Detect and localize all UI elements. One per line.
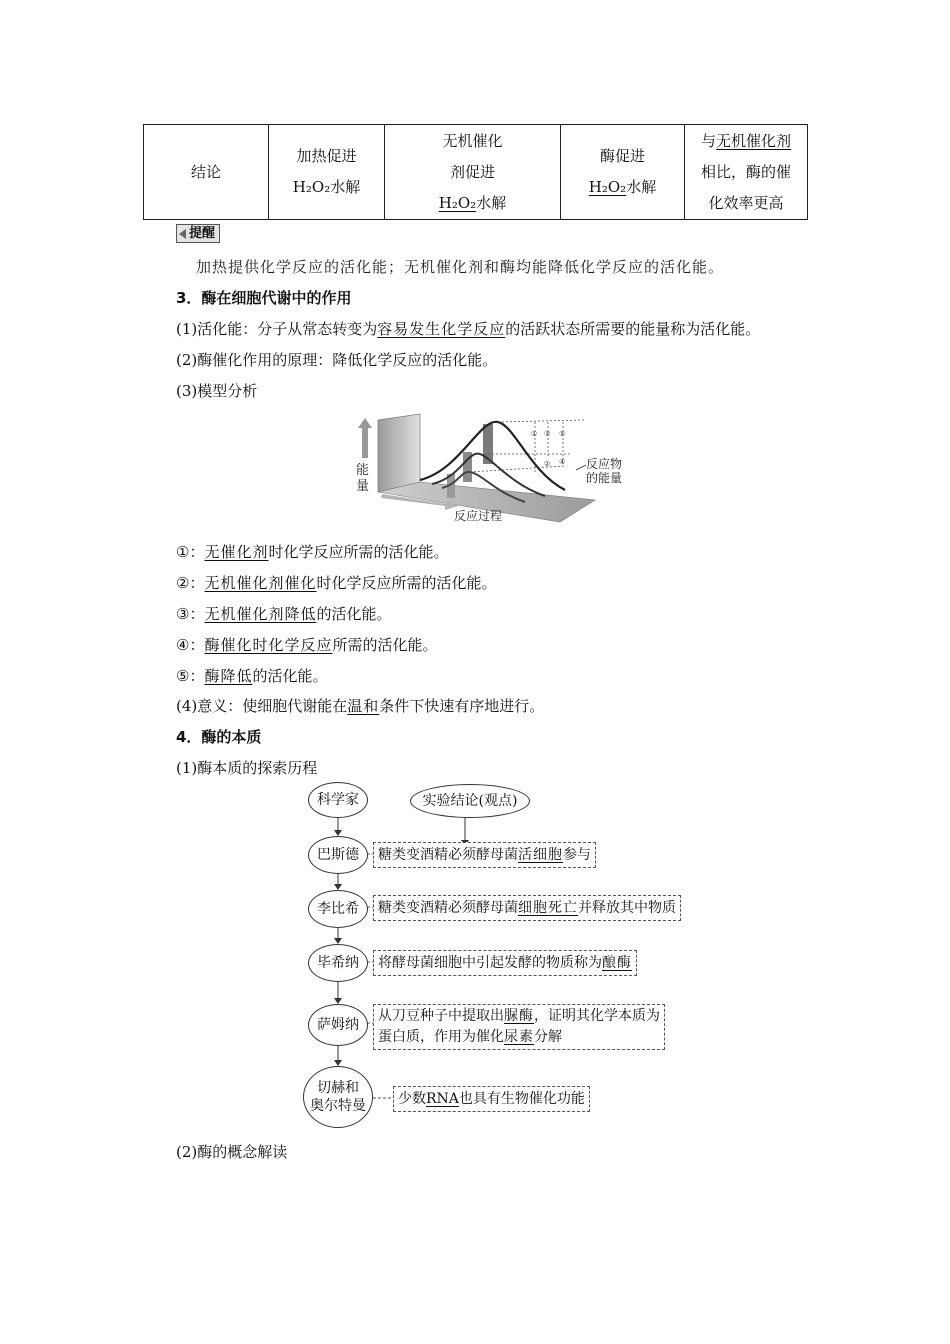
- list-item: ④：酶催化时化学反应所需的活化能。: [176, 636, 438, 654]
- section-3-title: 3．酶在细胞代谢中的作用: [176, 289, 352, 307]
- comparison-table: [143, 124, 808, 220]
- y-axis-arrow: [358, 418, 372, 458]
- conclusion-pasteur: 糖类变酒精必须酵母菌活细胞参与: [373, 842, 596, 868]
- list-item: ①：无催化剂时化学反应所需的活化能。: [176, 543, 449, 561]
- enzyme-history-flowchart: [295, 780, 695, 1135]
- cell-heating: 加热促进 H₂O₂水解: [269, 125, 385, 220]
- x-axis-label: 反应过程: [454, 509, 503, 523]
- speaker-icon: [179, 229, 186, 239]
- exploration-history-heading: (1)酶本质的探索历程: [176, 759, 318, 777]
- cell-enzyme: 酶促进 H₂O₂水解: [561, 125, 685, 220]
- y-axis-label-2: 量: [356, 479, 370, 494]
- cell-inorganic-catalyst: 无机催化 剂促进 H₂O₂水解: [385, 125, 561, 220]
- conclusion-buchner: 将酵母菌细胞中引起发酵的物质称为酿酶: [373, 950, 637, 976]
- marker-2: ②: [544, 460, 551, 468]
- scientist-buchner: 毕希纳: [308, 944, 368, 982]
- reactant-energy-label-2: 的能量: [586, 471, 623, 485]
- scientist-sumner: 萨姆纳: [308, 1004, 368, 1046]
- list-item: ②：无机催化剂催化时化学反应所需的活化能。: [176, 574, 497, 592]
- cell-comparison: 与无机催化剂 相比，酶的催 化效率更高: [685, 125, 808, 220]
- model-analysis-heading: (3)模型分析: [176, 382, 258, 400]
- activation-energy-definition: (1)活化能：分子从常态转变为容易发生化学反应的活跃状态所需要的能量称为活化能。: [176, 320, 761, 338]
- list-item: ⑤：酶降低的活化能。: [176, 667, 328, 685]
- row-label-conclusion: 结论: [144, 125, 269, 220]
- conclusion-cech-altman: 少数RNA也具有生物催化功能: [393, 1086, 590, 1112]
- annotation-pointer: [576, 465, 586, 470]
- significance-line: (4)意义：使细胞代谢能在温和条件下快速有序地进行。: [176, 697, 545, 715]
- header-conclusion: 实验结论(观点): [410, 784, 530, 818]
- back-wall: [378, 414, 420, 492]
- scientist-liebig: 李比希: [308, 890, 368, 928]
- marker-5: ⑤: [559, 430, 566, 438]
- catalysis-principle: (2)酶催化作用的原理：降低化学反应的活化能。: [176, 351, 498, 369]
- conclusion-sumner: 从刀豆种子中提取出脲酶，证明其化学本质为 蛋白质，作用为催化尿素分解: [373, 1004, 665, 1050]
- enzyme-concept-heading: (2)酶的概念解读: [176, 1143, 288, 1161]
- scientist-pasteur: 巴斯德: [308, 836, 368, 874]
- tip-badge: 提醒: [176, 224, 220, 243]
- marker-4: ④: [559, 458, 566, 466]
- y-axis-label-1: 能: [356, 463, 370, 478]
- header-scientist: 科学家: [308, 782, 368, 818]
- scientist-cech-altman: 切赫和 奥尔特曼: [303, 1066, 373, 1128]
- reactant-energy-label-1: 反应物: [586, 457, 623, 471]
- list-item: ③：无机催化剂降低的活化能。: [176, 605, 392, 623]
- tip-text: 加热提供化学反应的活化能；无机催化剂和酶均能降低化学反应的活化能。: [196, 258, 725, 276]
- conclusion-liebig: 糖类变酒精必须酵母菌细胞死亡并释放其中物质: [373, 895, 681, 921]
- marker-1: ①: [531, 430, 538, 438]
- table-row: [144, 125, 808, 220]
- marker-labels: [531, 430, 565, 468]
- marker-3: ③: [544, 430, 551, 438]
- section-4-title: 4．酶的本质: [176, 728, 262, 746]
- activation-energy-diagram: [350, 410, 623, 530]
